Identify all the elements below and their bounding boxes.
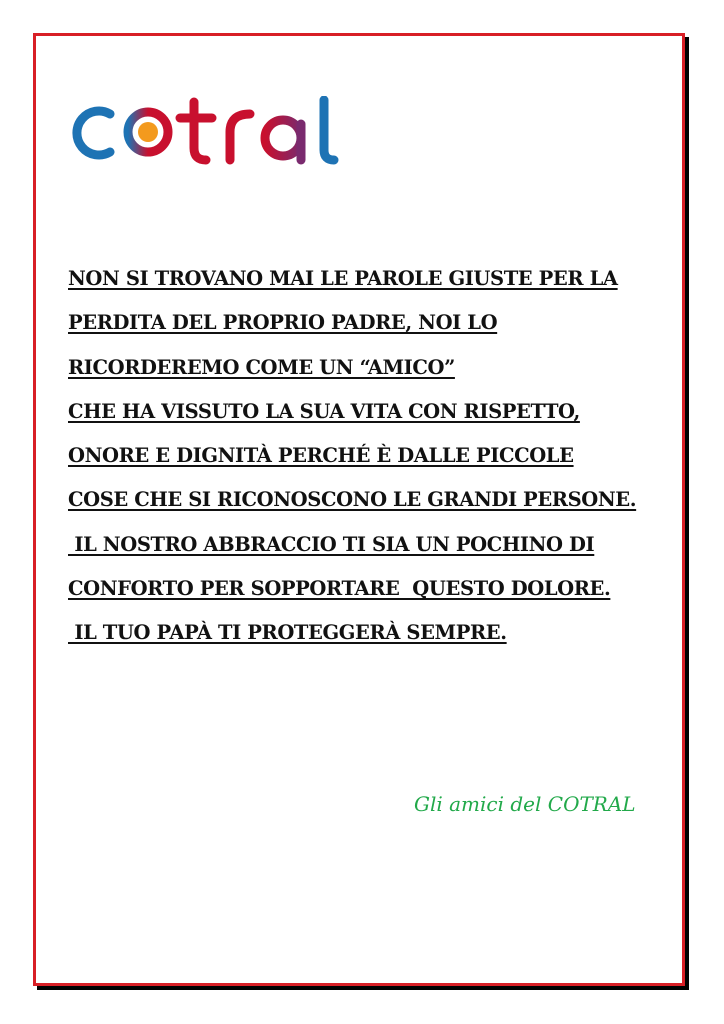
- message-line: PERDITA DEL PROPRIO PADRE, NOI LO: [68, 311, 498, 335]
- cotral-logo: [70, 96, 340, 168]
- message-line: RICORDEREMO COME UN “AMICO”: [68, 355, 455, 379]
- signature: Gli amici del COTRAL: [414, 792, 636, 816]
- message-line: CONFORTO PER SOPPORTARE QUESTO DOLORE.: [68, 577, 611, 601]
- condolence-message: [68, 262, 668, 661]
- message-line: COSE CHE SI RICONOSCONO LE GRANDI PERSONE.: [68, 488, 637, 512]
- message-line: IL TUO PAPÀ TI PROTEGGERÀ SEMPRE.: [68, 621, 507, 645]
- message-line: IL NOSTRO ABBRACCIO TI SIA UN POCHINO DI: [68, 532, 595, 556]
- message-line: NON SI TROVANO MAI LE PAROLE GIUSTE PER LA: [68, 267, 618, 290]
- message-line: ONORE E DIGNITÀ PERCHÉ È DALLE PICCOLE: [68, 444, 574, 468]
- message-line: CHE HA VISSUTO LA SUA VITA CON RISPETTO,: [68, 399, 580, 423]
